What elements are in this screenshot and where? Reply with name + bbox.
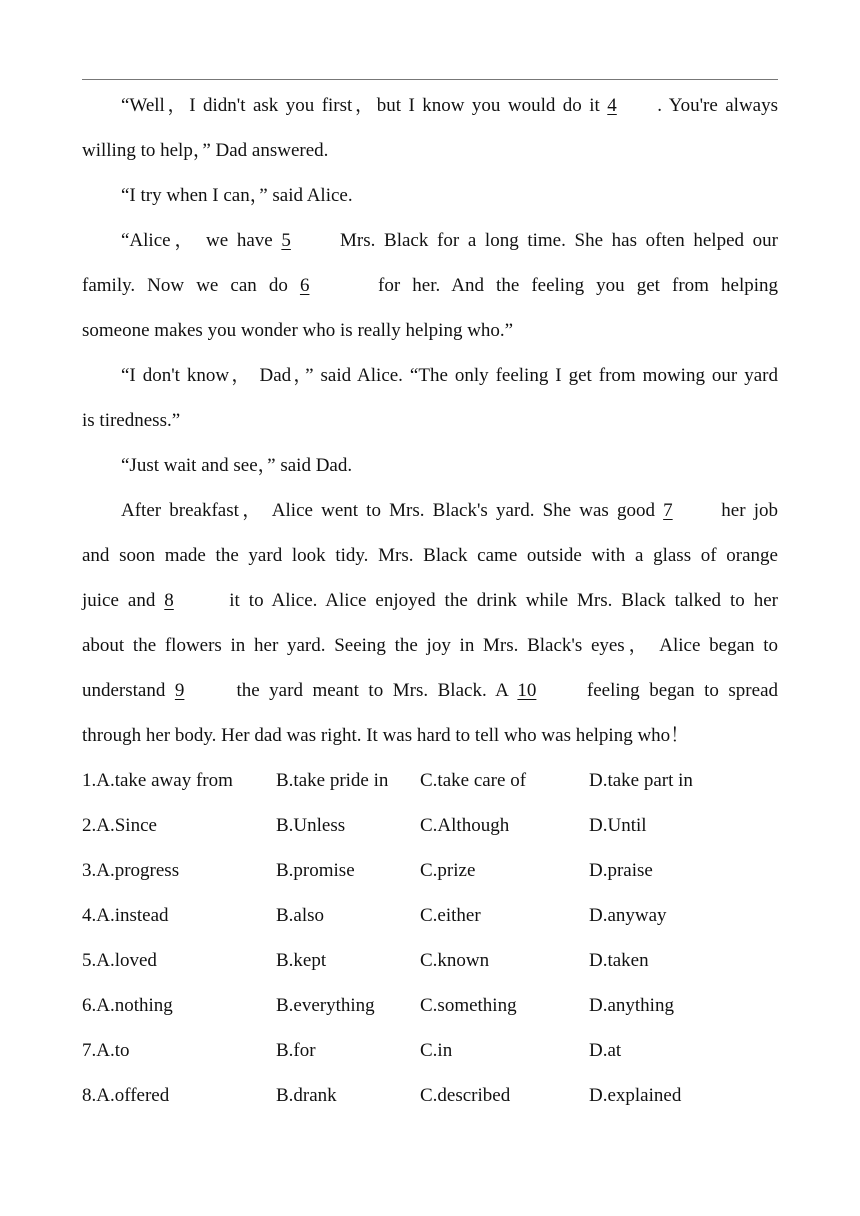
option-a: 3.A.progress xyxy=(82,860,180,881)
passage-line xyxy=(82,218,778,263)
option-c: C.take care of xyxy=(420,770,527,791)
option-row xyxy=(82,758,778,803)
option-row xyxy=(82,848,778,893)
passage-line xyxy=(82,308,778,353)
option-b: B.also xyxy=(276,905,325,926)
passage-text: family. Now we can do xyxy=(82,275,300,296)
passage-line xyxy=(82,443,778,488)
option-c: C.known xyxy=(420,950,490,971)
passage-text: “Alice， we have xyxy=(121,230,282,251)
option-c: C.either xyxy=(420,905,481,926)
passage-text: “I don't know， Dad，” said Alice. “The only feeling I get from mowing our yard xyxy=(121,365,778,386)
option-row xyxy=(82,983,778,1028)
option-d: D.take part in xyxy=(589,770,693,791)
passage-text: someone makes you wonder who is really helping who.” xyxy=(82,320,514,341)
passage-line xyxy=(82,578,778,623)
passage-text: the yard meant to Mrs. Black. A xyxy=(226,680,518,701)
option-b: B.everything xyxy=(276,995,375,1016)
blank-8: 8 xyxy=(164,590,174,611)
passage-text: willing to help，” Dad answered. xyxy=(82,140,329,161)
passage-text: “I try when I can，” said Alice. xyxy=(121,185,353,206)
option-a: 4.A.instead xyxy=(82,905,169,926)
header-rule xyxy=(82,79,778,80)
passage-line xyxy=(82,623,778,668)
passage-text: juice and xyxy=(82,590,165,611)
passage-text: . You're always xyxy=(657,95,778,116)
option-d: D.explained xyxy=(589,1085,682,1106)
option-d: D.Until xyxy=(589,815,647,836)
passage-text: for her. And the feeling you get from helping xyxy=(365,275,779,296)
option-d: D.anything xyxy=(589,995,674,1016)
option-d: D.anyway xyxy=(589,905,667,926)
option-b: B.drank xyxy=(276,1085,337,1106)
passage-line xyxy=(82,173,778,218)
passage-text: is tiredness.” xyxy=(82,410,181,431)
blank-4: 4 xyxy=(607,95,617,116)
passage-line xyxy=(82,668,778,713)
passage-line xyxy=(82,713,778,758)
option-c: C.something xyxy=(420,995,517,1016)
passage-line xyxy=(82,83,778,128)
passage-text: and soon made the yard look tidy. Mrs. Black came outside with a glass of orange xyxy=(82,545,778,566)
option-a: 6.A.nothing xyxy=(82,995,173,1016)
reading-passage xyxy=(82,83,778,758)
option-row xyxy=(82,803,778,848)
passage-text: Mrs. Black for a long time. She has often helped our xyxy=(331,230,778,251)
option-c: C.in xyxy=(420,1040,453,1061)
option-row xyxy=(82,1028,778,1073)
option-row xyxy=(82,1073,778,1118)
option-a: 5.A.loved xyxy=(82,950,157,971)
passage-text: feeling began to spread xyxy=(577,680,778,701)
blank-9: 9 xyxy=(174,680,185,701)
passage-text: “Just wait and see，” said Dad. xyxy=(121,455,353,476)
answer-options xyxy=(82,758,778,1118)
blank-6: 6 xyxy=(299,275,310,296)
blank-5: 5 xyxy=(281,230,291,251)
passage-text: about the flowers in her yard. Seeing the joy in Mrs. Black's eyes， Alice began to xyxy=(82,635,778,656)
option-b: B.take pride in xyxy=(276,770,389,791)
option-a: 8.A.offered xyxy=(82,1085,170,1106)
option-b: B.kept xyxy=(276,950,327,971)
passage-line xyxy=(82,353,778,398)
option-b: B.for xyxy=(276,1040,316,1061)
option-d: D.taken xyxy=(589,950,649,971)
passage-text: “Well，I didn't ask you first，but I know you would do it xyxy=(121,95,608,116)
option-row xyxy=(82,938,778,983)
passage-text: her job xyxy=(713,500,778,521)
passage-line xyxy=(82,398,778,443)
passage-line xyxy=(82,533,778,578)
blank-7: 7 xyxy=(663,500,673,521)
option-c: C.described xyxy=(420,1085,511,1106)
option-a: 1.A.take away from xyxy=(82,770,233,791)
option-d: D.at xyxy=(589,1040,622,1061)
blank-10: 10 xyxy=(517,680,537,701)
passage-line xyxy=(82,488,778,533)
passage-text: understand xyxy=(82,680,175,701)
option-d: D.praise xyxy=(589,860,653,881)
passage-line xyxy=(82,263,778,308)
option-b: B.Unless xyxy=(276,815,346,836)
option-c: C.prize xyxy=(420,860,476,881)
passage-text: After breakfast， Alice went to Mrs. Black's yard. She was good xyxy=(121,500,664,521)
passage-text: it to Alice. Alice enjoyed the drink while Mrs. Black talked to her xyxy=(220,590,778,611)
passage-text: through her body. Her dad was right. It was hard to tell who was helping who！ xyxy=(82,725,690,746)
option-a: 7.A.to xyxy=(82,1040,130,1061)
option-c: C.Although xyxy=(420,815,510,836)
option-a: 2.A.Since xyxy=(82,815,157,836)
option-row xyxy=(82,893,778,938)
option-b: B.promise xyxy=(276,860,355,881)
passage-line xyxy=(82,128,778,173)
